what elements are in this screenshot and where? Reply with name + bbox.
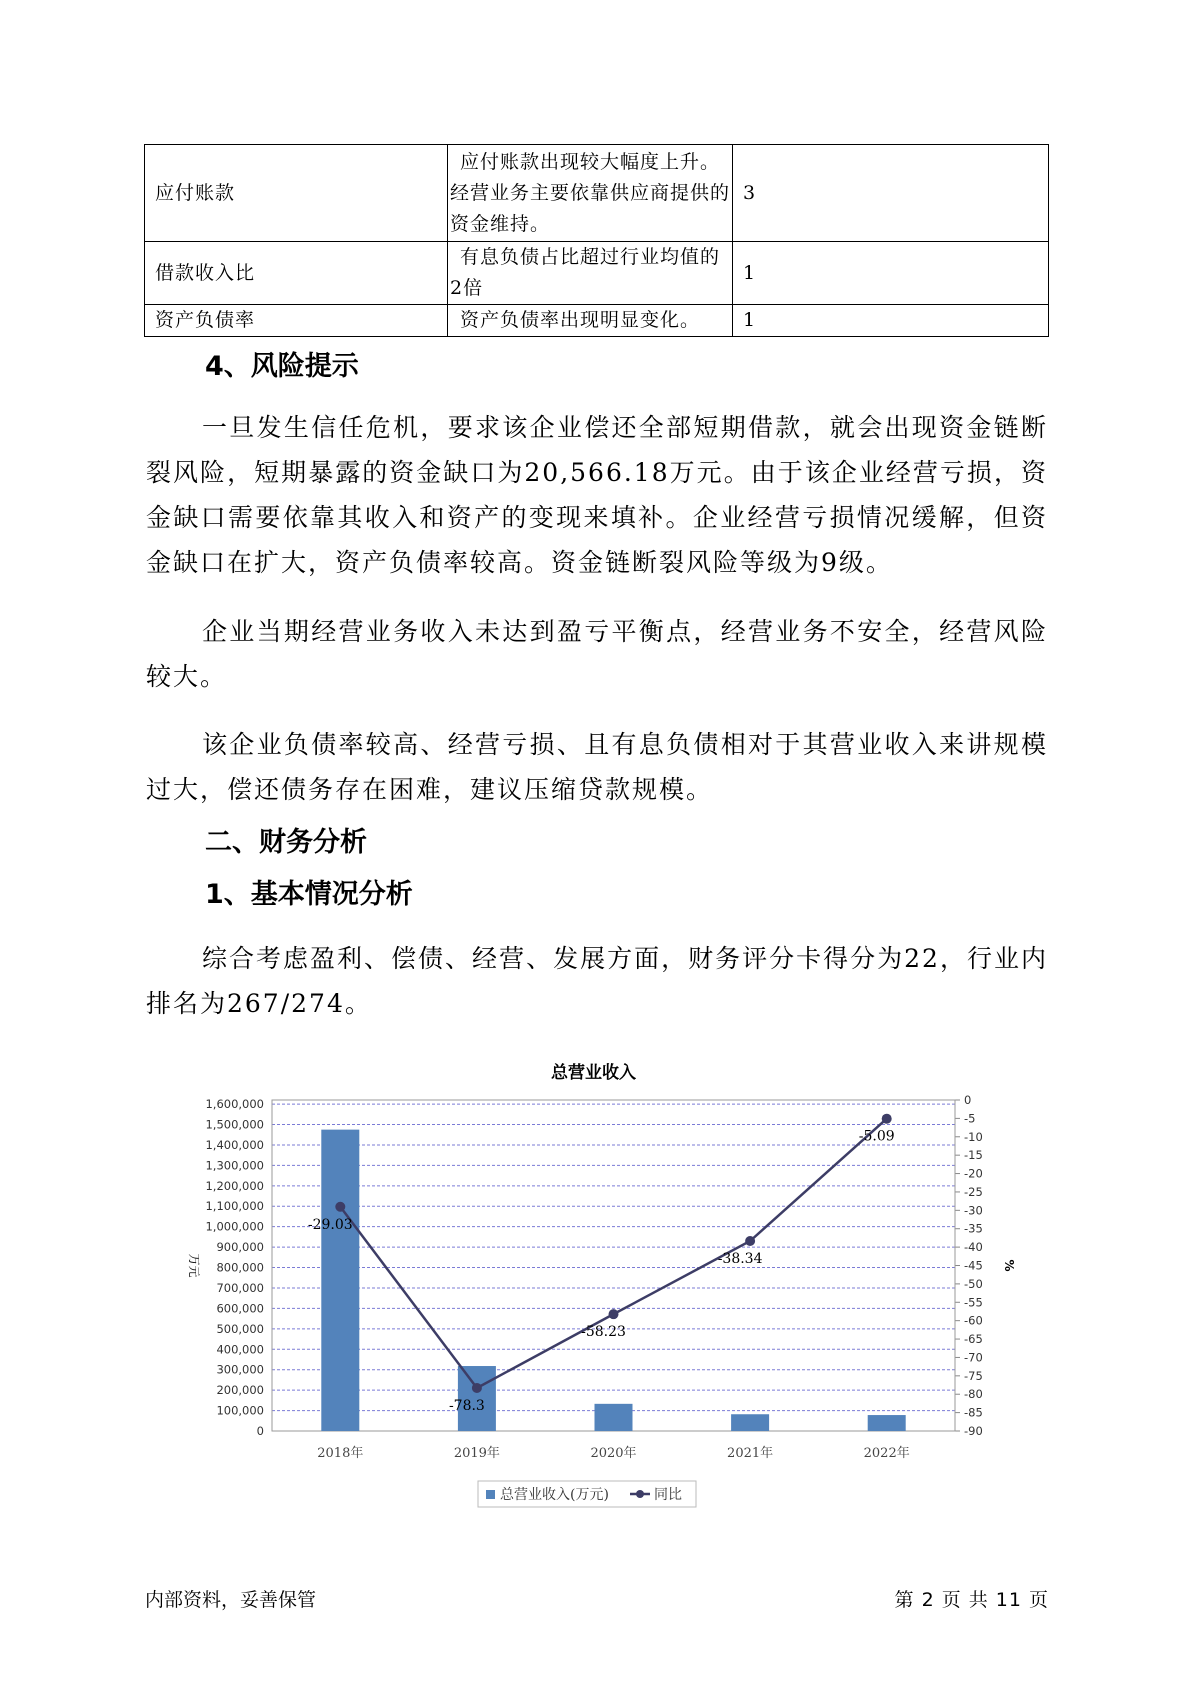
page-number: 第 2 页 共 11 页	[894, 1589, 1049, 1611]
y2-axis-label: %	[1002, 1259, 1016, 1272]
y-tick-label: 1,200,000	[205, 1178, 264, 1193]
yoy-point	[472, 1383, 482, 1393]
basic-heading: 1、基本情况分析	[205, 879, 413, 910]
y2-tick-label: -80	[964, 1387, 983, 1402]
y2-tick-label: -60	[964, 1313, 983, 1328]
risk-heading: 4、风险提示	[205, 351, 359, 382]
y-tick-label: 900,000	[216, 1240, 264, 1255]
revenue-bar	[595, 1404, 633, 1431]
y-axis-label: 万元	[187, 1253, 201, 1278]
y2-tick-label: -45	[964, 1258, 983, 1273]
y2-tick-label: -90	[964, 1424, 983, 1438]
risk-paragraph: 企业当期经营业务收入未达到盈亏平衡点，经营业务不安全，经营风险较大。	[146, 617, 1048, 691]
y-tick-label: 700,000	[216, 1280, 264, 1295]
x-tick-label: 2018年	[317, 1446, 364, 1461]
yoy-point	[609, 1309, 619, 1319]
y-tick-label: 1,500,000	[205, 1117, 264, 1132]
x-tick-label: 2022年	[863, 1446, 910, 1461]
y2-tick-label: -25	[964, 1184, 983, 1199]
y-tick-label: 200,000	[216, 1383, 264, 1398]
y-tick-label: 1,600,000	[205, 1097, 264, 1112]
y2-tick-label: -35	[964, 1221, 983, 1236]
y2-tick-label: -5	[964, 1111, 976, 1126]
indicator-score: 1	[733, 305, 1049, 337]
revenue-chart	[170, 1048, 1030, 1518]
x-tick-label: 2021年	[727, 1446, 774, 1461]
yoy-data-label: -78.3	[448, 1397, 485, 1414]
table-row	[145, 145, 1049, 242]
y-tick-label: 500,000	[216, 1321, 264, 1336]
revenue-bar	[731, 1414, 769, 1431]
y-tick-label: 0	[256, 1424, 264, 1438]
y2-tick-label: -40	[964, 1240, 983, 1255]
table-row	[145, 305, 1049, 337]
y-tick-label: 300,000	[216, 1362, 264, 1377]
yoy-data-label: -29.03	[307, 1216, 353, 1233]
y2-tick-label: -20	[964, 1166, 983, 1181]
y-tick-label: 1,000,000	[205, 1219, 264, 1234]
yoy-data-label: -58.23	[581, 1324, 626, 1341]
y2-tick-label: -50	[964, 1276, 983, 1291]
y-tick-label: 1,400,000	[205, 1137, 264, 1152]
basic-paragraph: 综合考虑盈利、偿债、经营、发展方面，财务评分卡得分为22，行业内排名为267/274。	[146, 944, 1048, 1018]
risk-indicator-table	[144, 144, 1049, 337]
yoy-data-label: -38.34	[717, 1251, 763, 1268]
x-tick-label: 2020年	[590, 1446, 637, 1461]
y-tick-label: 400,000	[216, 1342, 264, 1357]
table-row	[145, 242, 1049, 305]
yoy-line	[340, 1119, 886, 1388]
y-tick-label: 100,000	[216, 1403, 264, 1418]
y2-tick-label: -70	[964, 1350, 983, 1365]
legend-line-label: 同比	[654, 1487, 682, 1503]
legend-line-marker	[636, 1490, 644, 1498]
footer-confidential: 内部资料，妥善保管	[145, 1589, 317, 1611]
x-tick-label: 2019年	[453, 1446, 500, 1461]
indicator-score: 1	[733, 242, 1049, 305]
indicator-description: 资产负债率出现明显变化。	[448, 305, 733, 337]
indicator-name: 资产负债率	[145, 305, 448, 337]
chart-title: 总营业收入	[551, 1063, 636, 1083]
indicator-description: 有息负债占比超过行业均值的2倍	[448, 242, 733, 305]
indicator-score: 3	[733, 145, 1049, 242]
yoy-point	[335, 1202, 345, 1212]
y2-tick-label: -55	[964, 1295, 983, 1310]
yoy-data-label: -5.09	[858, 1128, 895, 1145]
revenue-bar	[868, 1415, 906, 1431]
yoy-point	[882, 1114, 892, 1124]
risk-paragraph: 一旦发生信任危机，要求该企业偿还全部短期借款，就会出现资金链断裂风险，短期暴露的资金缺口为20,566.18万元。由于该企业经营亏损，资金缺口需要依靠其收入和资产的变现来填补。企业经营亏损情况缓解，但资金缺口在扩大，资产负债率较高。资金链断裂风险等级为9级。	[146, 413, 1048, 577]
y-tick-label: 1,300,000	[205, 1158, 264, 1173]
y-tick-label: 800,000	[216, 1260, 264, 1275]
indicator-name: 借款收入比	[145, 242, 448, 305]
indicator-name: 应付账款	[145, 145, 448, 242]
y2-tick-label: 0	[964, 1093, 972, 1107]
y2-tick-label: -10	[964, 1129, 983, 1144]
y2-tick-label: -30	[964, 1203, 983, 1218]
legend-bar-swatch	[486, 1490, 495, 1499]
finance-heading: 二、财务分析	[205, 827, 367, 858]
y-tick-label: 600,000	[216, 1301, 264, 1316]
legend-bar-label: 总营业收入(万元)	[500, 1487, 609, 1503]
y2-tick-label: -15	[964, 1148, 983, 1163]
indicator-description: 应付账款出现较大幅度上升。经营业务主要依靠供应商提供的资金维持。	[448, 145, 733, 242]
y2-tick-label: -65	[964, 1332, 983, 1347]
risk-paragraph: 该企业负债率较高、经营亏损、且有息负债相对于其营业收入来讲规模过大，偿还债务存在困难，建议压缩贷款规模。	[146, 730, 1048, 804]
y2-tick-label: -85	[964, 1405, 983, 1420]
y2-tick-label: -75	[964, 1368, 983, 1383]
y-tick-label: 1,100,000	[205, 1199, 264, 1214]
revenue-bar	[321, 1130, 359, 1431]
yoy-point	[745, 1236, 755, 1246]
